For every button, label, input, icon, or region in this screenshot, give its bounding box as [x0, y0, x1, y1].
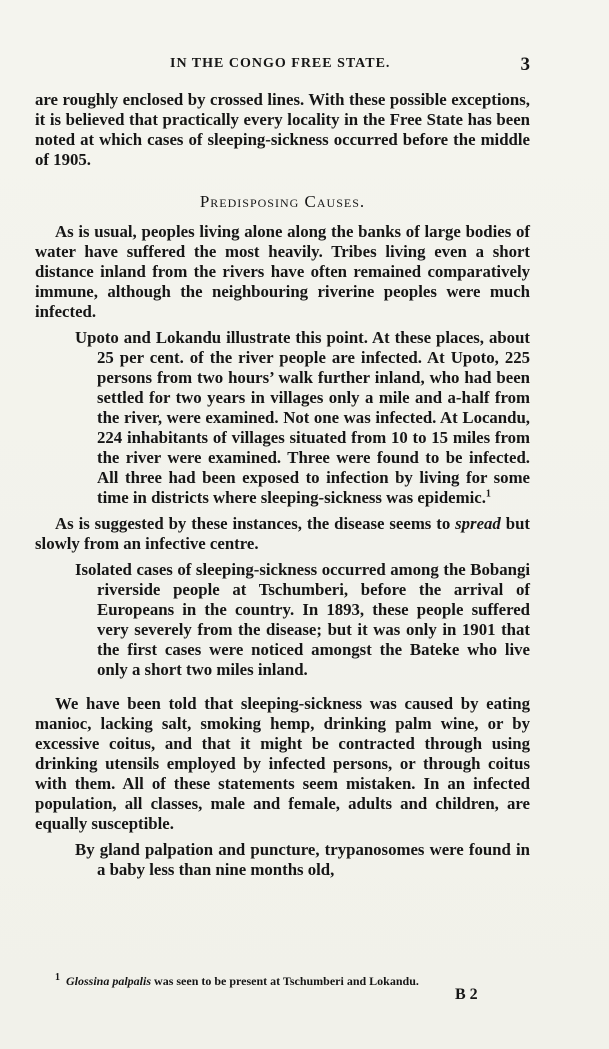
- intro-paragraph: are roughly enclosed by crossed lines. With these possible exceptions, it is believed that practically every locality in the Free State has been noted at which cases of sleeping-sickness occurred before the middle of 1905.: [35, 90, 530, 169]
- paragraph-1: As is usual, peoples living alone along the banks of large bodies of water have suffered the most heavily. Tribes living even a short distance inland from the rivers have often remained comparatively immune, although the neighbouring riverine peoples were much infected.: [35, 222, 530, 321]
- running-head: [0, 56, 609, 78]
- footnote-text: was seen to be present at Tschumberi and Lokandu.: [151, 974, 419, 988]
- paragraph-4: Isolated cases of sleeping-sickness occurred among the Bobangi riverside people at Tschumberi, before the arrival of Europeans in the country. In 1893, these people suffered very severely from the disease; but it was only in 1901 that the first cases were noticed amongst the Bateke who live only a short two miles inland.: [75, 560, 530, 679]
- body-text: [35, 90, 530, 880]
- paragraph-3-after: but slowly from an infective centre.: [35, 514, 530, 553]
- footnote: [55, 972, 419, 989]
- paragraph-6: By gland palpation and puncture, trypanosomes were found in a baby less than nine months old,: [75, 840, 530, 879]
- page-number: 3: [520, 54, 530, 75]
- running-title: IN THE CONGO FREE STATE.: [170, 56, 391, 71]
- paragraph-3: [35, 514, 530, 554]
- paragraph-2: [35, 328, 530, 508]
- footnote-emphasis: Glossina palpalis: [66, 974, 152, 988]
- paragraph-3-emphasis: spread: [455, 514, 501, 533]
- footnote-mark: 1: [55, 972, 60, 983]
- footnote-reference: 1: [485, 488, 491, 500]
- section-heading: Predisposing Causes.: [199, 192, 366, 211]
- paragraph-2-text: Upoto and Lokandu illustrate this point. At these places, about 25 per cent. of the river people are infected. At Upoto, 225 persons from two hours’ walk further inland, who had been settled for two years in villages only a mile and a-half from the river, were examined. Not one was infected. At Locandu, 224 inhabitants of villages situated from 10 to 15 miles from the river were examined. Three were found to be infected. All three had been exposed to infection by living for some time in districts where sleeping-sickness was epidemic.: [75, 328, 530, 507]
- signature-mark: B 2: [455, 986, 478, 1003]
- paragraph-3-before: As is suggested by these instances, the disease seems to: [55, 514, 456, 533]
- paragraph-5: We have been told that sleeping-sickness was caused by eating manioc, lacking salt, smoking hemp, drinking palm wine, or by excessive coitus, and that it might be contracted through using drinking utensils employed by infected persons, or through coitus with them. All of these statements seem mistaken. In an infected population, all classes, male and female, adults and children, are equally susceptible.: [35, 694, 530, 833]
